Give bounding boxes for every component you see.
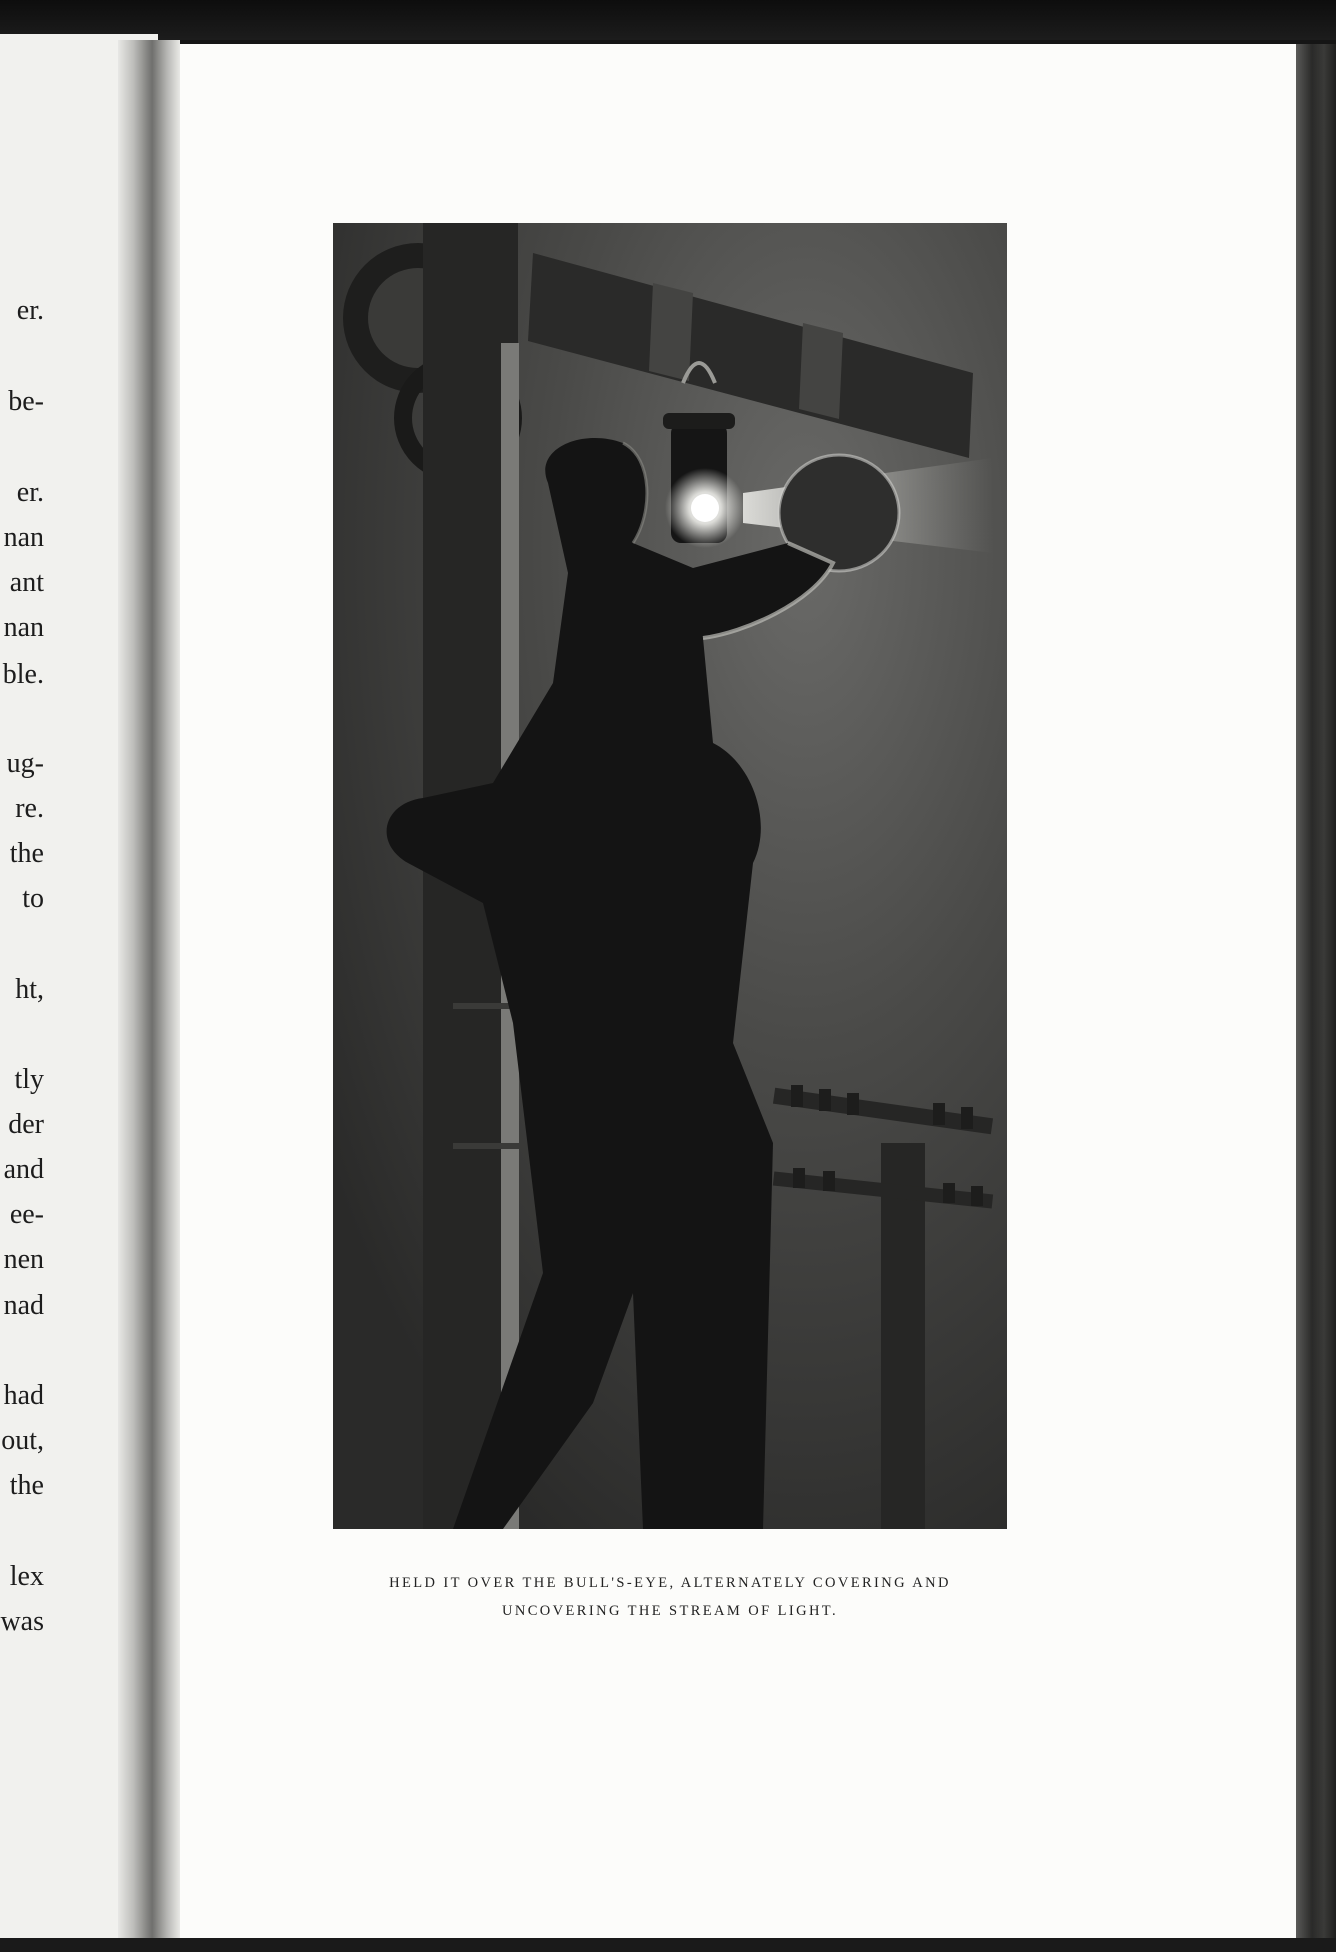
text-fragment: er.	[16, 477, 44, 508]
text-fragment: be-	[8, 386, 44, 417]
text-fragment: ht,	[15, 974, 44, 1005]
text-fragment: ble.	[2, 659, 44, 690]
text-fragment: was	[0, 1606, 44, 1637]
text-fragment: the	[9, 1470, 44, 1501]
text-fragment: ug-	[6, 748, 44, 779]
illustration-man-on-signal-post	[333, 223, 1007, 1529]
book-gutter-shadow	[118, 40, 180, 1945]
text-fragment: the	[9, 838, 44, 869]
book-page-edges	[1296, 44, 1336, 1939]
text-fragment: lex	[9, 1561, 44, 1592]
text-fragment: nad	[3, 1290, 44, 1321]
illustration-plate	[333, 223, 1007, 1529]
text-fragment: nan	[3, 612, 44, 643]
text-fragment: tly	[14, 1064, 44, 1095]
text-fragment: der	[8, 1109, 44, 1140]
text-fragment: nan	[3, 522, 44, 553]
book-top-edge	[0, 0, 1336, 40]
text-fragment: ant	[9, 567, 44, 598]
text-fragment: nen	[3, 1244, 44, 1275]
text-fragment: ee-	[9, 1199, 44, 1230]
illustration-caption	[300, 1569, 1040, 1625]
text-fragment: to	[22, 883, 44, 914]
text-fragment: out,	[1, 1425, 44, 1456]
caption-line-1: HELD IT OVER THE BULL'S-EYE, ALTERNATELY COVERING AND	[389, 1575, 951, 1591]
text-fragment: er.	[16, 295, 44, 326]
text-fragment: re.	[15, 793, 44, 824]
book-bottom-edge	[0, 1938, 1336, 1952]
text-fragment: had	[3, 1380, 44, 1411]
caption-line-2: UNCOVERING THE STREAM OF LIGHT.	[501, 1603, 839, 1619]
text-fragment: and	[3, 1154, 44, 1185]
